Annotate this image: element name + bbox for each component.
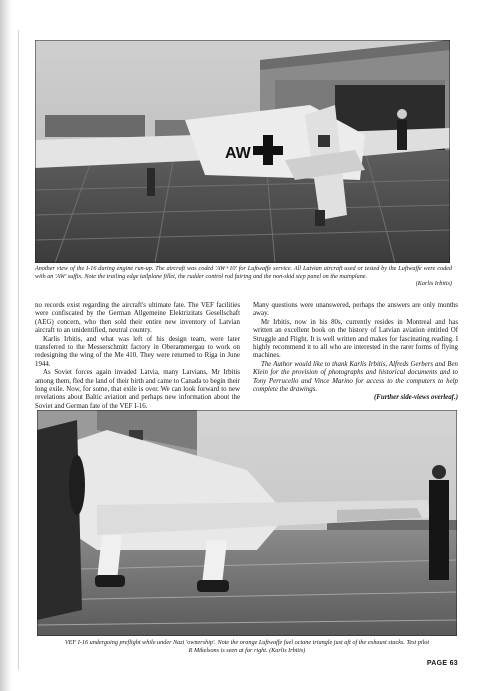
bottom-photo bbox=[37, 410, 457, 636]
bottom-caption-line-2: R Mikelsons is seen at far right. (Karlis Irbitis) bbox=[188, 646, 306, 654]
top-caption-line-2: were coded with an 'AW' suffix. Note the trailing edge tailplane fillet, the rudder control rod fairing and the non-skid step panel on the mainplane. bbox=[35, 265, 453, 280]
top-photo-caption bbox=[35, 265, 452, 288]
right-paragraph-1: Many questions were unanswered, perhaps the answers are only months away. bbox=[253, 302, 458, 318]
bottom-photo-image bbox=[37, 410, 457, 636]
right-text-column bbox=[253, 302, 458, 403]
left-paragraph-1: no records exist regarding the aircraft's ultimate fate. The VEF facilities were confiscated by the German Allgemeine Elektrizitats Gesellschaft (AEG) concern, who then sold their entire new inventory of Latvian aircraft to an unidentified, neutral country. bbox=[35, 302, 240, 335]
left-paragraph-3: As Soviet forces again invaded Latvia, many Latvians, Mr Irbitis among them, fled the land of their birth and came to Canada to begin their long exile. Now, for some, that exile is over. We can look forward to new revelations about Baltic aviation and perhaps new information about the Soviet and German fate of the VEF I-16. bbox=[35, 369, 240, 410]
continued-note: (Further side-views overleaf.) bbox=[373, 394, 458, 402]
bottom-caption-line-1: VEF I-16 undergoing preflight while under Nazi 'ownership'. Note the orange Luftwaffe fuel octane triangle just aft of the exhaust stacks. Test pilot bbox=[64, 639, 430, 646]
top-photo bbox=[35, 40, 450, 263]
top-photo-image bbox=[35, 40, 450, 263]
page-number: PAGE 63 bbox=[426, 660, 458, 667]
acknowledgements-paragraph: The Author would like to thank Karlis Irbitis, Alfreds Gerbers and Ben Klein for the provision of photographs and historical documents and to Tony Perrucello and Vince Marino for access to the computers to help complete the drawings. bbox=[253, 360, 458, 394]
left-paragraph-2: Karlis Irbitis, and what was left of his design team, were later transferred to the Messerschmitt factory in Oberammergau to work on redesigning the wing of the Me 410. They were returned to Riga in June 1944. bbox=[35, 335, 240, 368]
page-edge-shadow bbox=[0, 0, 12, 691]
top-caption-line-1: Another view of the I-16 during engine run-up. The aircraft was coded 'AW+10' for Luftwaffe service. All Latvian aircraft used or tested by the Luftwaffe bbox=[35, 265, 422, 272]
top-caption-credit: (Karlis Irbitis) bbox=[415, 280, 452, 288]
binder-line bbox=[18, 30, 19, 670]
fuselage-code-text: AW bbox=[225, 145, 251, 162]
bottom-photo-caption bbox=[35, 639, 459, 654]
left-text-column bbox=[35, 302, 240, 411]
right-paragraph-2: Mr Irbitis, now in his 80s, currently resides in Montreal and has written an excellent book on the history of Latvian aviation entitled Of Struggle and Flight. It is well written and makes for fascinating reading. I highly recommend it to all who are interested in the rarer forms of flying machines. bbox=[253, 318, 458, 360]
